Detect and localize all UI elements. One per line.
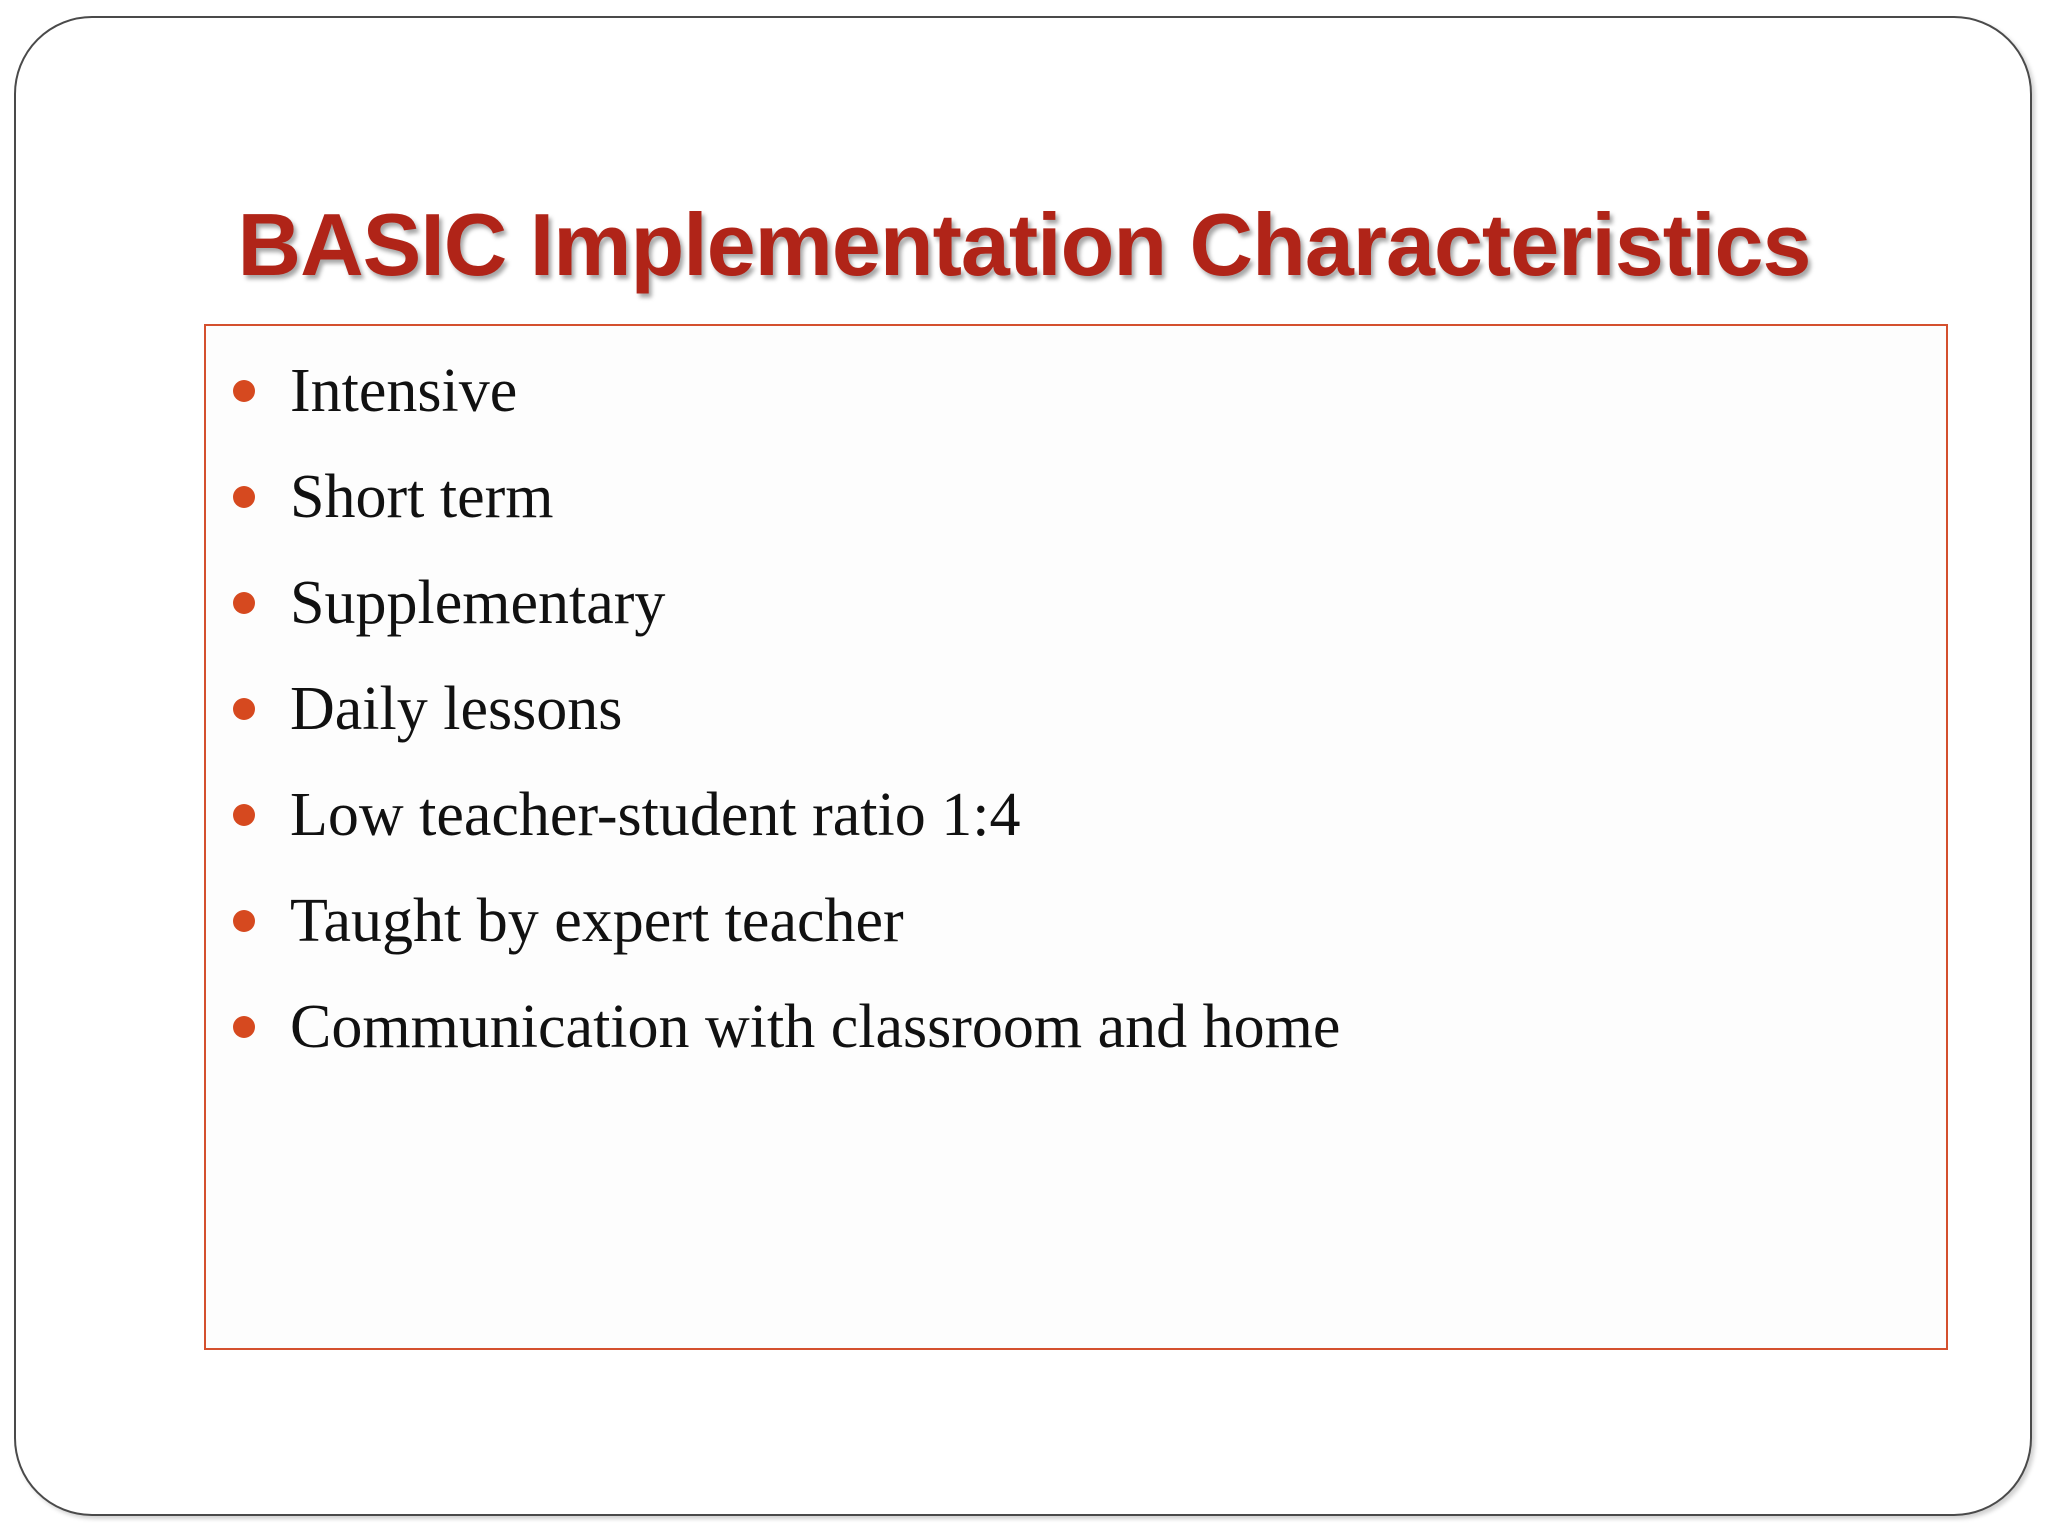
bullet-item [206, 868, 1946, 974]
content-box [204, 324, 1948, 1350]
bullet-text: Daily lessons [290, 675, 623, 743]
bullet-text: Communication with classroom and home [290, 993, 1341, 1061]
bullet-item [206, 974, 1946, 1080]
bullet-dot-icon [233, 380, 255, 402]
bullet-item [206, 444, 1946, 550]
bullet-item [206, 550, 1946, 656]
bullet-dot-icon [233, 1016, 255, 1038]
bullet-dot-icon [233, 698, 255, 720]
bullet-text: Short term [290, 463, 554, 531]
bullet-list [206, 338, 1946, 1080]
bullet-dot-icon [233, 486, 255, 508]
bullet-dot-icon [233, 910, 255, 932]
bullet-dot-icon [233, 592, 255, 614]
bullet-item [206, 338, 1946, 444]
bullet-text: Supplementary [290, 569, 666, 637]
bullet-text: Taught by expert teacher [290, 887, 904, 955]
bullet-dot-icon [233, 804, 255, 826]
slide-title: BASIC Implementation Characteristics [237, 195, 1811, 294]
bullet-text: Low teacher-student ratio 1:4 [290, 781, 1021, 849]
bullet-item [206, 656, 1946, 762]
bullet-text: Intensive [290, 357, 518, 425]
bullet-item [206, 762, 1946, 868]
